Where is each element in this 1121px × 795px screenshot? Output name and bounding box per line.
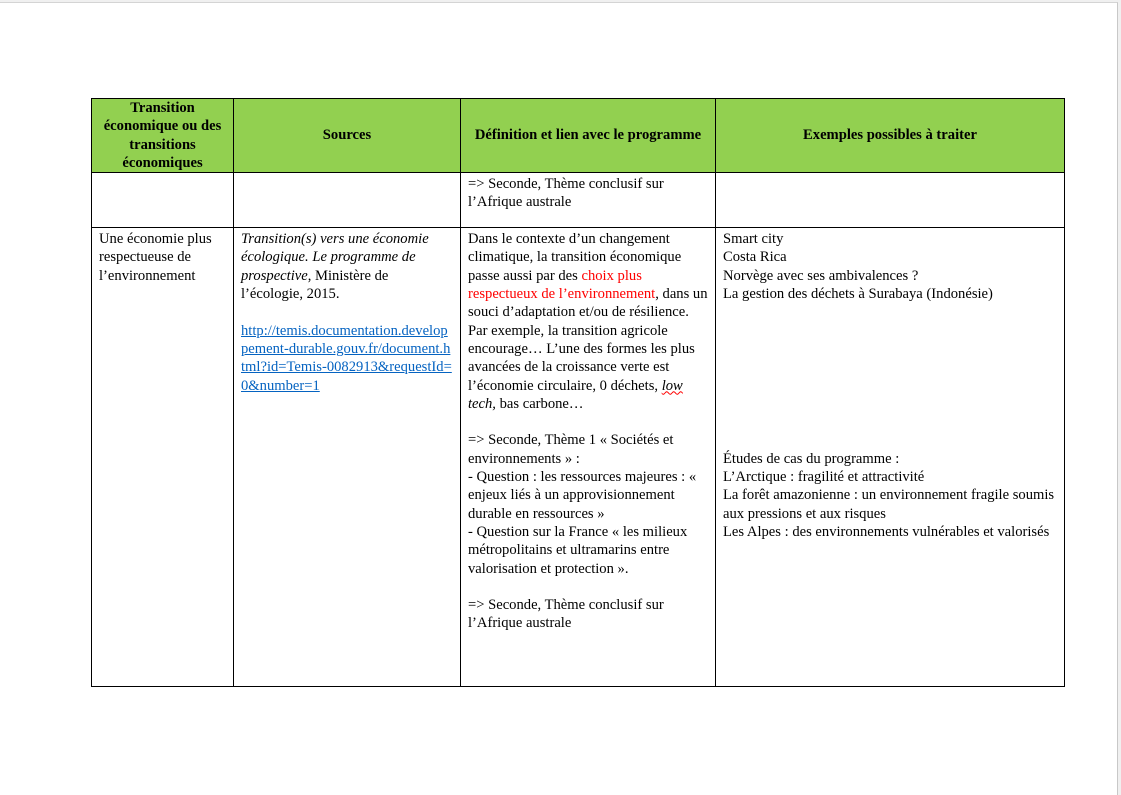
case-study-item: La forêt amazonienne : un environnement fragile soumis aux pressions et aux risques [723,487,1055,522]
definition-conclusion: => Seconde, Thème conclusif sur l’Afrique australe [468,597,664,632]
table-header-row [92,99,1065,173]
cell-transition-empty [92,173,234,228]
case-study-heading: Études de cas du programme : [723,450,900,467]
cell-examples [716,228,1065,687]
cell-definition [461,173,716,228]
definition-conclusion: => Seconde, Thème conclusif sur l’Afrique australe [468,176,664,211]
cell-definition [461,228,716,687]
definition-theme1-heading: => Seconde, Thème 1 « Sociétés et environnements » : [468,432,674,467]
example-item: Norvège avec ses ambivalences ? [723,267,919,284]
header-sources: Sources [234,99,461,173]
definition-theme1-question1: - Question : les ressources majeures : « enjeux liés à un approvisionnement durable en ressources » [468,469,697,522]
spellcheck-word: low [661,377,683,394]
header-transition: Transition économique ou des transitions économiques [92,99,234,173]
definition-theme1-question2: - Question sur la France « les milieux métropolitains et ultramarins entre valorisation et protection ». [468,523,688,577]
cell-sources-empty [234,173,461,228]
header-examples: Exemples possibles à traiter [716,99,1065,173]
cell-transition [92,228,234,687]
example-item: Costa Rica [723,249,787,266]
source-link[interactable]: http://temis.documentation.developpement-durable.gouv.fr/document.html?id=Temis-0082913&requestId=0&number=1 [241,322,452,394]
example-item: Smart city [723,231,784,248]
source-publisher: , Ministère de l’écologie, 2015. [241,267,389,303]
case-study-item: Les Alpes : des environnements vulnérables et valorisés [723,523,1050,540]
cell-sources [234,228,461,687]
example-item: La gestion des déchets à Surabaya (Indonésie) [723,286,993,303]
header-definition: Définition et lien avec le programme [461,99,716,173]
source-citation [241,230,453,303]
definition-highlight: choix plus respectueux de l’environnement [468,267,656,303]
document-page [0,2,1118,795]
source-title: Transition(s) vers une économie écologique. Le programme de prospective [241,231,429,284]
cell-examples-empty [716,173,1065,228]
table-row [92,228,1065,687]
table-row [92,173,1065,228]
definition-intro: Dans le contexte d’un changement climatique, la transition économique passe aussi par des choix plus respectueux de l’environnement, dans un souci d’adaptation et/ou de résilience. Par exemple, la transition agricole encourage… L’une des formes les plus avancées de la croissance verte est l’économie circulaire, 0 déchets, low tech, bas carbone… [468,231,708,412]
case-study-item: L’Arctique : fragilité et attractivité [723,469,925,486]
transition-label: Une économie plus respectueuse de l’environnement [99,231,212,284]
transitions-table [91,98,1065,687]
